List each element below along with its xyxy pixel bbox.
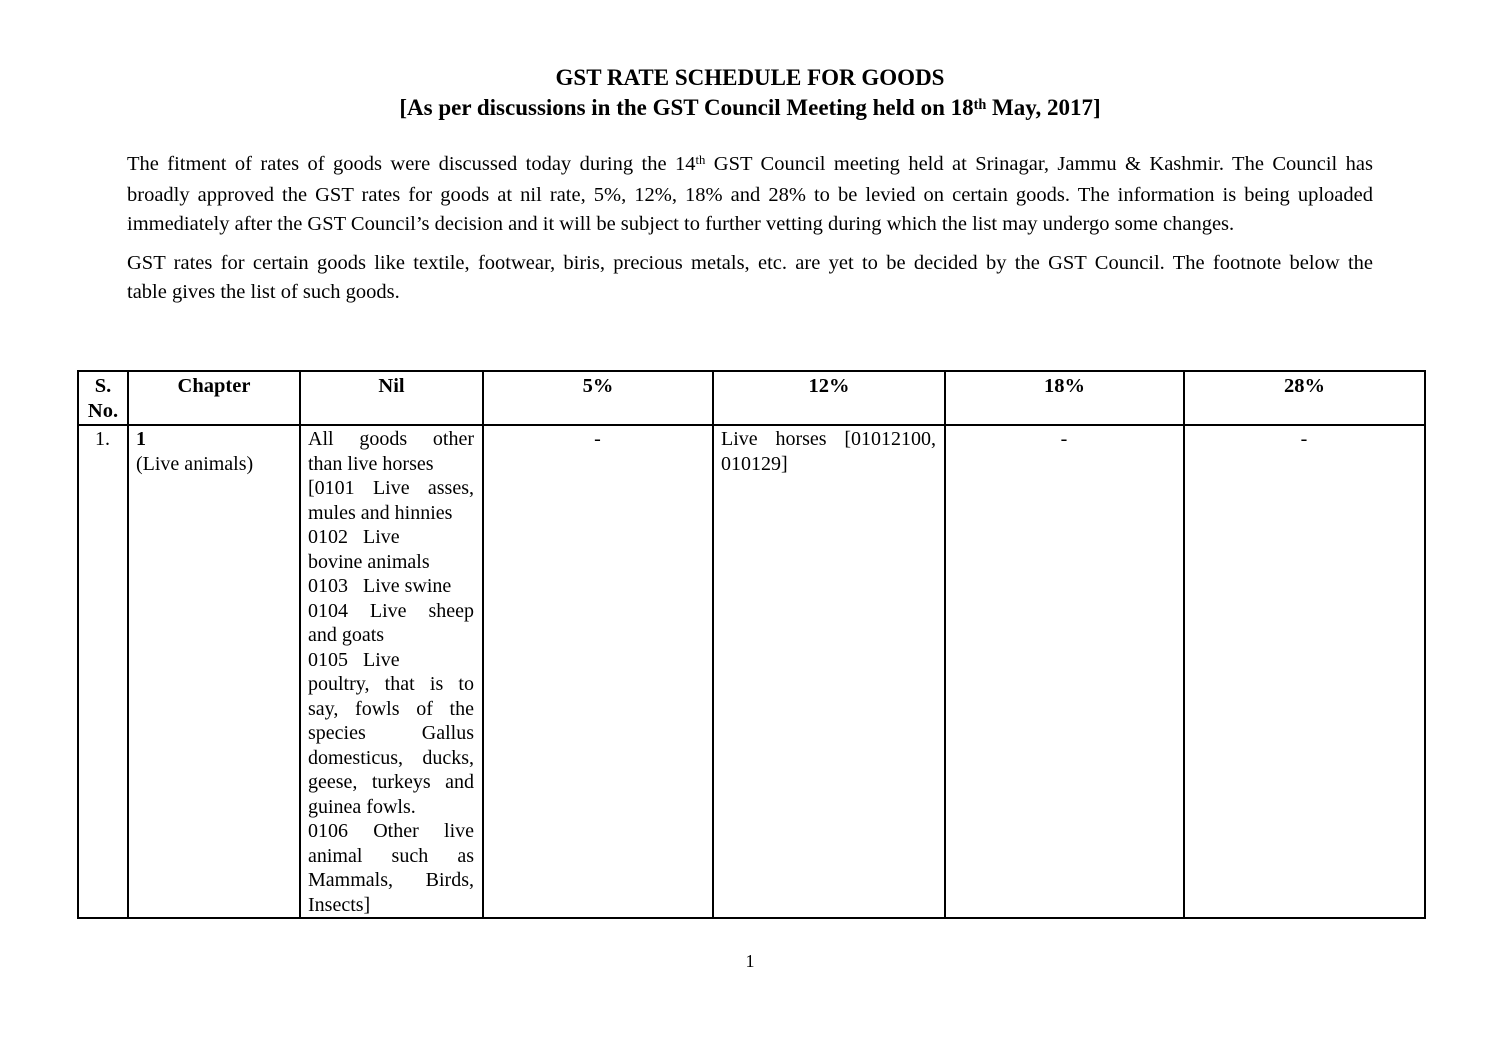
page-title: GST RATE SCHEDULE FOR GOODS	[555, 65, 945, 90]
cell-line: Mammals, Birds,	[308, 869, 474, 891]
header-18pct: 18%	[945, 371, 1184, 425]
header-sno: S. No.	[78, 371, 128, 425]
cell-sno	[78, 425, 128, 918]
cell-line: 0106 Other live	[308, 820, 474, 842]
paragraph-line	[127, 150, 1373, 181]
cell-12pct	[713, 425, 945, 918]
intro-paragraph-2	[127, 249, 1373, 307]
intro-paragraph-1	[127, 150, 1373, 238]
cell-line: 0103 Live swine	[308, 575, 452, 597]
superscript: th	[973, 96, 987, 113]
cell-line: animal such as	[308, 844, 474, 867]
paragraph-text: The fitment of rates of goods were discussed today during the 14	[127, 153, 696, 175]
cell-line: say, fowls of the	[308, 697, 474, 720]
superscript: th	[695, 153, 706, 168]
header-28pct: 28%	[1184, 371, 1425, 425]
table-row	[78, 425, 1425, 918]
paragraph-line: table gives the list of such goods.	[127, 280, 400, 303]
cell-chapter	[128, 425, 300, 918]
cell-line: -	[1060, 428, 1068, 450]
page-subtitle	[127, 93, 1373, 126]
subtitle-text: [As per discussions in the GST Council Meeting held on 18	[399, 95, 974, 120]
cell-line: bovine animals	[308, 550, 430, 573]
cell-5pct	[483, 425, 713, 918]
cell-28pct	[1184, 425, 1425, 918]
title-block	[127, 63, 1373, 126]
cell-line: species Gallus	[308, 722, 474, 744]
cell-line: 0104 Live sheep	[308, 599, 474, 622]
chapter-code: 1	[136, 428, 146, 450]
cell-line: 0102 Live	[308, 526, 400, 548]
cell-18pct	[945, 425, 1184, 918]
cell-line: Insects]	[308, 893, 371, 916]
paragraph-text: GST Council meeting held at Srinagar, Jammu & Kashmir. The Council has	[705, 153, 1373, 175]
cell-line: 0105 Live	[308, 648, 400, 671]
header-5pct: 5%	[483, 371, 713, 425]
cell-line: domesticus, ducks,	[308, 746, 474, 769]
rate-table	[77, 370, 1426, 919]
header-nil: Nil	[300, 371, 483, 425]
cell-line: guinea fowls.	[308, 795, 416, 818]
cell-line: Live horses [01012100,	[721, 428, 936, 450]
table-header-row	[78, 371, 1425, 425]
cell-nil	[300, 425, 483, 918]
cell-line: 010129]	[721, 452, 788, 475]
cell-line: geese, turkeys and	[308, 771, 474, 793]
header-chapter: Chapter	[128, 371, 300, 425]
cell-line: 1.	[95, 428, 110, 450]
chapter-name: (Live animals)	[136, 452, 254, 475]
cell-line: -	[1300, 428, 1308, 450]
paragraph-line: broadly approved the GST rates for goods at nil rate, 5%, 12%, 18% and 28% to be levied on certain goods. The information is being uploaded	[127, 183, 1373, 206]
subtitle-text: May, 2017]	[986, 95, 1101, 120]
cell-line: poultry, that is to	[308, 673, 474, 695]
page-number: 1	[745, 951, 755, 971]
paragraph-line: GST rates for certain goods like textile, footwear, biris, precious metals, etc. are yet to be decided by the GST Council. The footnote below the	[127, 252, 1373, 274]
cell-line: [0101 Live asses,	[308, 477, 474, 499]
cell-line: All goods other	[308, 428, 474, 450]
cell-line: -	[594, 428, 601, 450]
cell-line: than live horses	[308, 452, 434, 475]
cell-line: and goats	[308, 624, 385, 646]
paragraph-line: immediately after the GST Council’s decision and it will be subject to further vetting during which the list may undergo some changes.	[127, 212, 1235, 235]
cell-line: mules and hinnies	[308, 501, 453, 524]
header-12pct: 12%	[713, 371, 945, 425]
